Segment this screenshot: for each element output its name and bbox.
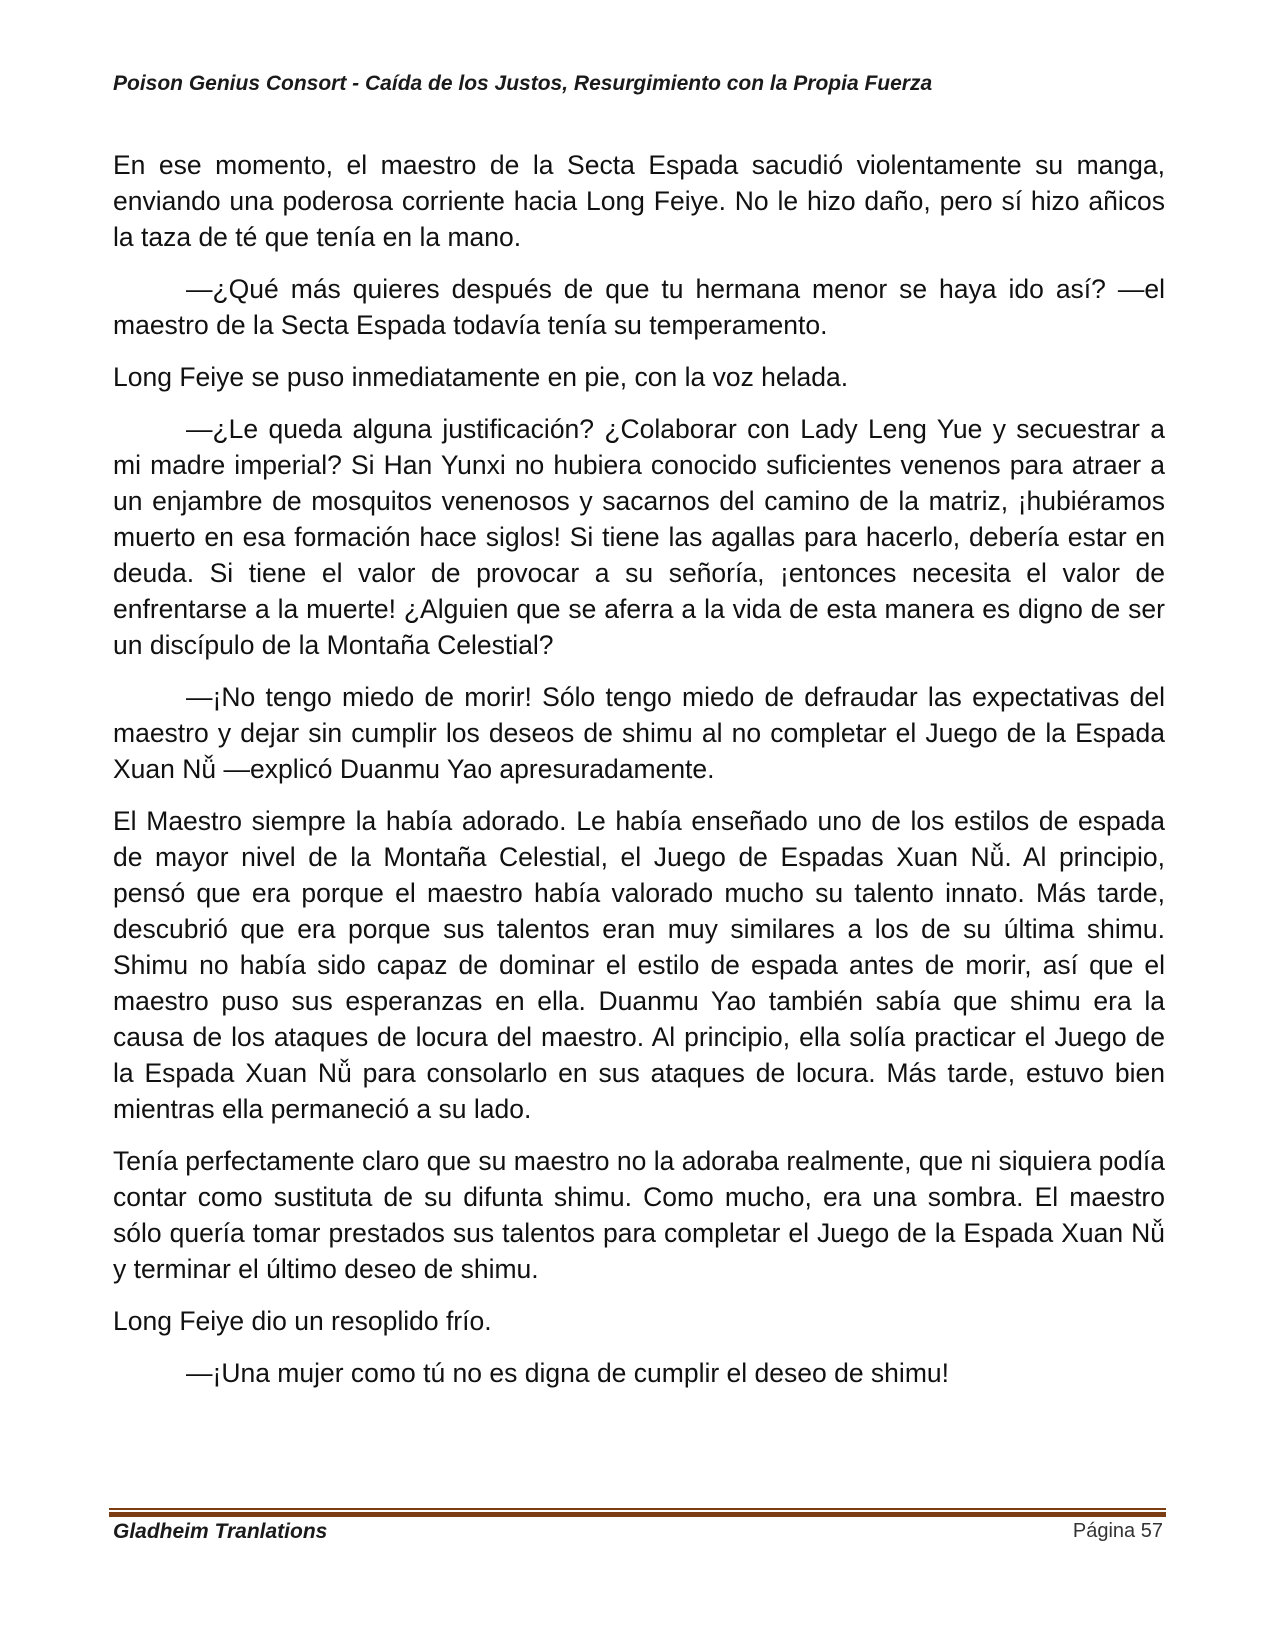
footer-divider-thin <box>109 1508 1166 1510</box>
paragraph: Long Feiye dio un resoplido frío. <box>113 1306 492 1336</box>
paragraph: Tenía perfectamente claro que su maestro no la adoraba realmente, que ni siquiera podía contar como sustituta de su difunta shimu. Como mucho, era una sombra. El maestro sólo quería tomar prestados sus talentos para completar el Juego de la Espada Xuan Nǚ y terminar el último deseo de shimu. <box>113 1146 1165 1284</box>
page-number-value: 57 <box>1140 1520 1163 1542</box>
paragraph: El Maestro siempre la había adorado. Le había enseñado uno de los estilos de espada de mayor nivel de la Montaña Celestial, el Juego de Espadas Xuan Nǚ. Al principio, pensó que era porque el maestro había valorado mucho su talento innato. Más tarde, descubrió que era porque sus talentos eran muy similares a los de su última shimu. Shimu no había sido capaz de dominar el estilo de espada antes de morir, así que el maestro puso sus esperanzas en ella. Duanmu Yao también sabía que shimu era la causa de los ataques de locura del maestro. Al principio, ella solía practicar el Juego de la Espada Xuan Nǚ para consolarlo en sus ataques de locura. Más tarde, estuvo bien mientras ella permaneció a su lado. <box>113 806 1165 1124</box>
dialog-paragraph: —¿Le queda alguna justificación? ¿Colaborar con Lady Leng Yue y secuestrar a mi madre imperial? Si Han Yunxi no hubiera conocido suficientes venenos para atraer a un enjambre de mosquitos venenosos y sacarnos del camino de la matriz, ¡hubiéramos muerto en esa formación hace siglos! Si tiene las agallas para hacerlo, debería estar en deuda. Si tiene el valor de provocar a su señoría, ¡entonces necesita el valor de enfrentarse a la muerte! ¿Alguien que se aferra a la vida de esta manera es digno de ser un discípulo de la Montaña Celestial? <box>113 414 1165 660</box>
paragraph: En ese momento, el maestro de la Secta Espada sacudió violentamente su manga, enviando una poderosa corriente hacia Long Feiye. No le hizo daño, pero sí hizo añicos la taza de té que tenía en la mano. <box>113 150 1165 252</box>
paragraph: Long Feiye se puso inmediatamente en pie, con la voz helada. <box>113 362 849 392</box>
page-body <box>113 147 1165 1407</box>
footer-divider-thick <box>109 1512 1166 1517</box>
running-header: Poison Genius Consort - Caída de los Justos, Resurgimiento con la Propia Fuerza <box>113 72 933 95</box>
dialog-paragraph: —¡Una mujer como tú no es digna de cumplir el deseo de shimu! <box>186 1358 949 1388</box>
footer-credit: Gladheim Tranlations <box>113 1520 328 1543</box>
page-number <box>1073 1520 1163 1543</box>
dialog-paragraph: —¿Qué más quieres después de que tu hermana menor se haya ido así? —el maestro de la Secta Espada todavía tenía su temperamento. <box>113 274 1165 340</box>
dialog-paragraph: —¡No tengo miedo de morir! Sólo tengo miedo de defraudar las expectativas del maestro y dejar sin cumplir los deseos de shimu al no completar el Juego de la Espada Xuan Nǚ —explicó Duanmu Yao apresuradamente. <box>113 682 1165 784</box>
page-label: Página <box>1072 1520 1136 1542</box>
footer-divider <box>109 1508 1166 1517</box>
